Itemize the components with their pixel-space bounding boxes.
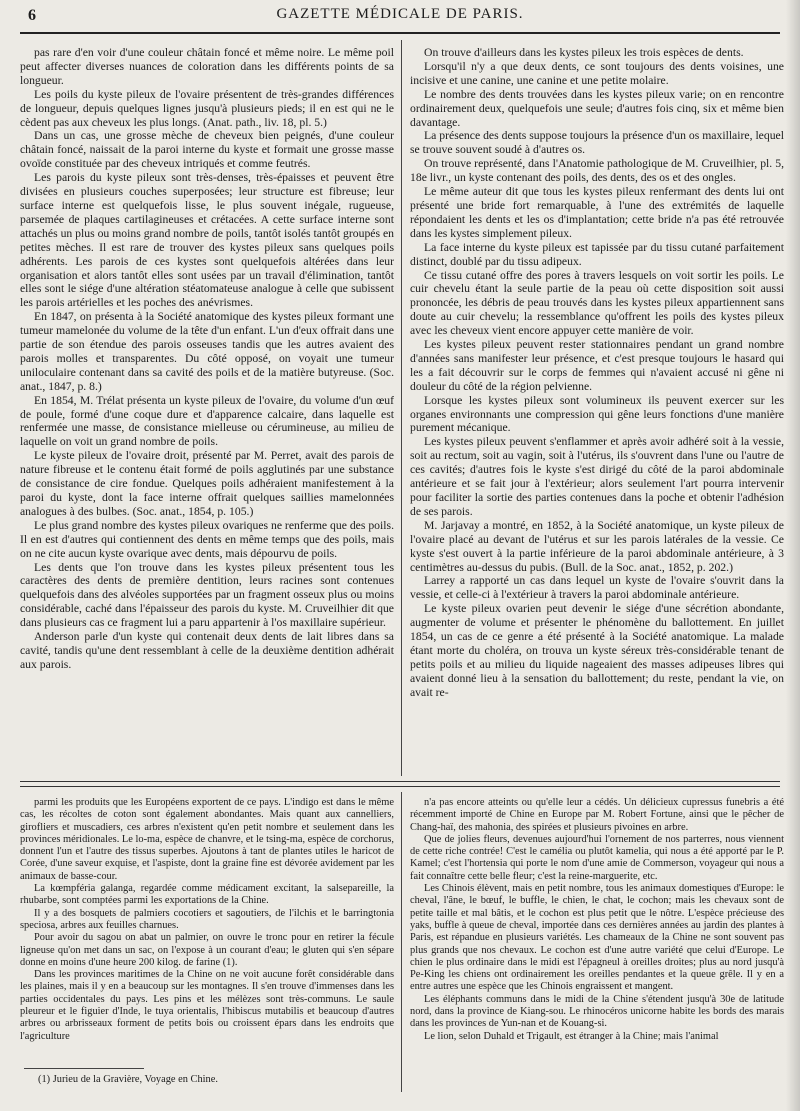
paragraph: Lorsqu'il n'y a que deux dents, ce sont toujours des dents voisines, une incisive et une canine, une canine et une petite molaire.: [410, 59, 784, 87]
paragraph: Pour avoir du sagou on abat un palmier, on ouvre le tronc pour en retirer la fécule ligneuse qu'on met dans un sac, on l'expose à un courant d'eau; le gluten qui s'en sépare donne en moins d'une heure 200 kilog. de farine (1).: [20, 932, 394, 968]
paragraph: Il y a des bosquets de palmiers cocotiers et sagoutiers, de l'ilchis et le barringtonia speciosa, arbres aux feuilles charnues.: [20, 907, 394, 931]
paragraph: Le nombre des dents trouvées dans les kystes pileux varie; on en rencontre ordinairement deux, quelquefois une seule; d'autres fois cinq, six et même bien davantage.: [410, 87, 784, 129]
paragraph: On trouve d'ailleurs dans les kystes pileux les trois espèces de dents.: [424, 46, 744, 59]
paragraph: Les dents que l'on trouve dans les kystes pileux présentent tous les caractères des dents de première dentition, leurs racines sont contenues quelquefois dans des alvéoles supportées par un fragment osseux plus ou moins considérable, caché dans l'épaisseur des parois du kyste. M. Cruveilhier dit que dans plusieurs cas ce fragment lui a paru appartenir à l'os maxillaire supérieur.: [20, 560, 394, 630]
paragraph: pas rare d'en voir d'une couleur châtain foncé et même noire. Le même poil peut affecter diverses nuances de coloration dans les différents points de sa longueur.: [20, 46, 394, 87]
paragraph: La face interne du kyste pileux est tapissée par du tissu cutané parfaitement distinct, doublé par du tissu adipeux.: [410, 240, 784, 268]
feuilleton-rule: [20, 781, 780, 782]
column-divider: [401, 792, 402, 1092]
paragraph: Les poils du kyste pileux de l'ovaire présentent de très-grandes différences de longueur, depuis quelques lignes jusqu'à plusieurs pieds; il en est qui ne le cèdent pas aux cheveux les plus longs. (Anat. path., liv. 18, pl. 5.): [20, 87, 394, 129]
paragraph: La kœmpféria galanga, regardée comme médicament excitant, la salsepareille, la rhubarbe, sont comptées parmi les exportations de la Chine.: [20, 883, 394, 907]
paragraph: Les Chinois élèvent, mais en petit nombre, tous les animaux domestiques d'Europe: le cheval, l'âne, le bœuf, le buffle, le chien, le chat, le cochon; mais les chevaux sont de petite taille et mal bâtis, et le cochon est plus petit que le nôtre. L'espèce précieuse des yaks, buffle à queue de cheval, importée dans ces dernières années au jardin des plantes à Paris, est répandue en plusieurs variétés. Les chameaux de la Chine ne sont souvent pas plus grands que nos chevaux. Le cochon est d'une autre variété que celui d'Europe. Le chien le plus ordinaire dans le midi est l'épagneul à oreilles droites; plus au nord jusqu'à Pe-King les chiens ont ordinairement les oreilles pendantes et la queue grêle. Il y en a entre autres une espèce que les Chinois engraissent et mangent.: [410, 883, 784, 993]
paragraph: Ce tissu cutané offre des pores à travers lesquels on voit sortir les poils. Le cuir chevelu étant la seule partie de la peau où cette disposition soit aussi prononcée, les débris de peau trouvés dans les kystes pileux appartiennent sans doute au cuir chevelu; la ressemblance qu'offrent les poils des kystes pileux avec les cheveux vient encore appuyer cette manière de voir.: [410, 268, 784, 338]
paragraph: Anderson parle d'un kyste qui contenait deux dents de lait libres dans sa cavité, tandis qu'une dent ressemblant à celle de la deuxième dentition adhérait aux parois.: [20, 630, 394, 671]
feuilleton-rule-secondary: [20, 786, 780, 787]
paragraph: Les kystes pileux peuvent rester stationnaires pendant un grand nombre d'années sans manifester leur présence, et c'est presque toujours le hasard qui les a fait découvrir sur le corps de femmes qui n'avaient accusé ni gêne ni douleur du côté de la région pelvienne.: [410, 338, 784, 393]
paragraph: En 1854, M. Trélat présenta un kyste pileux de l'ovaire, du volume d'un œuf de poule, formé d'une coque dure et d'apparence calcaire, dans laquelle est renfermée une masse, de consistance mielleuse ou cérumineuse, au milieu de laquelle on voit un grand nombre de poils.: [20, 393, 394, 449]
paragraph: Lorsque les kystes pileux sont volumineux ils peuvent exercer sur les organes environnants une compression qui gêne leurs fonctions d'une manière purement mécanique.: [410, 393, 784, 435]
paragraph: Les éléphants communs dans le midi de la Chine s'étendent jusqu'à 30e de latitude nord, dans la province de Kiang-sou. Le rhinocéros unicorne habite les bords des marais dans les provinces de Yun-nan et de Kouang-si.: [410, 993, 784, 1030]
footnote-rule: [24, 1068, 144, 1069]
article-column-right: [410, 46, 784, 776]
column-divider: [401, 40, 402, 776]
page-edge-shadow: [786, 0, 800, 1111]
paragraph: Les parois du kyste pileux sont très-denses, très-épaisses et peuvent être divisées en plusieurs couches superposées; leur structure est fibreuse; leur surface interne est quelquefois lisse, le plus souvent inégale, rugueuse, parsemée de plaques cartilagineuses et crétacées. A cette surface interne sont attachés un plus ou moins grand nombre de poils, tantôt isolés tantôt groupés en petites mèches. Il est rare de trouver des kystes pileux sans quelques poils adhérents. Les parois de ces kystes sont quelquefois altérées dans leur organisation et alors tantôt elles sont usées par un travail d'élimination, tantôt elles sont le siége d'une altération stéatomateuse analogue à celle que subissent les parois artérielles et les poches des anévrismes.: [20, 171, 394, 310]
article-column-left: [20, 46, 394, 776]
feuilleton-column-right: [410, 797, 784, 1089]
paragraph: Le même auteur dit que tous les kystes pileux renfermant des dents lui ont présenté une bride fort remarquable, à l'une des extrémités de laquelle répondaient les dents et les os d'implantation; cette bride n'a pas été retrouvée dans les kystes simplement pileux.: [410, 185, 784, 240]
header-rule: [20, 32, 780, 34]
paragraph: Le kyste pileux ovarien peut devenir le siége d'une sécrétion abondante, augmenter de volume et présenter le phénomène du ballottement. En juillet 1854, un cas de ce genre a été présenté à la Société anatomique. La malade étant morte du choléra, on trouva un kyste séreux très-considérable tenant de petits poils et au milieu du liquide nageaient des masses adipeuses libres qui avaient donné lieu à la sensation du ballottement; du reste, pendant la vie, on avait re-: [410, 602, 784, 699]
running-title: GAZETTE MÉDICALE DE PARIS.: [276, 6, 524, 22]
paragraph: n'a pas encore atteints ou qu'elle leur a cédés. Un délicieux cupressus funebris a été récemment importé de Chine en Europe par M. Robert Fortune, ainsi que le pêcher de Chang-haï, des mahonia, des spirées et plusieurs pivoines en arbre.: [410, 797, 784, 833]
paragraph: Dans un cas, une grosse mèche de cheveux bien peignés, d'une couleur châtain foncé, naissait de la paroi interne du kyste et formait une grosse masse ovoïde constituée par des cheveux intriqués et comme feutrés.: [20, 129, 394, 171]
footnote: (1) Jurieu de la Gravière, Voyage en Chine.: [38, 1074, 218, 1085]
paragraph: Le lion, selon Duhald et Trigault, est étranger à la Chine; mais l'animal: [424, 1030, 719, 1042]
paragraph: On trouve représenté, dans l'Anatomie pathologique de M. Cruveilhier, pl. 5, 18e livr., un kyste contenant des poils, des dents, des os et des ongles.: [410, 157, 784, 185]
paragraph: Le plus grand nombre des kystes pileux ovariques ne renferme que des poils. Il en est d'autres qui contiennent des dents en même temps que des poils, mais on ne cite aucun kyste ovarique avec dents, mais dépourvu de poils.: [20, 518, 394, 560]
paragraph: Que de jolies fleurs, devenues aujourd'hui l'ornement de nos parterres, nous viennent de cette riche contrée! C'est le camélia ou plutôt kamelia, qui nous a été apporté par le P. Kamel; c'est l'hortensia qui porte le nom d'une amie de Commerson, voyageur qui nous a fait connaître cette belle fleur; c'est la reine-marguerite, etc.: [410, 833, 784, 882]
paragraph: Larrey a rapporté un cas dans lequel un kyste de l'ovaire s'ouvrit dans la vessie, et celle-ci à l'extérieur à travers la paroi abdominale antérieure.: [410, 574, 784, 602]
paragraph: La présence des dents suppose toujours la présence d'un os maxillaire, lequel se trouve souvent soudé à d'autres os.: [410, 129, 784, 157]
paragraph: En 1847, on présenta à la Société anatomique des kystes pileux formant une tumeur mamelonée du volume de la tête d'un enfant. L'un d'eux offrait dans une partie de son étendue des parois osseuses tandis que les autres avaient des parois molles et transparentes. Du côté opposé, on voyait une tumeur uniloculaire contenant dans sa cavité des poils et de la matière butyreuse. (Soc. anat., 1847, p. 8.): [20, 310, 394, 393]
paragraph: Les kystes pileux peuvent s'enflammer et après avoir adhéré soit à la vessie, soit au rectum, soit au vagin, soit à l'utérus, ils s'ouvrent dans l'une ou l'autre de ces cavités; d'autres fois le kyste s'est dirigé du côté de la paroi abdominale antérieure et se fait jour à l'extérieur; alors seulement l'art pourra intervenir pour faciliter la sortie des parties contenues dans la poche et obtenir l'adhésion de ses parois.: [410, 435, 784, 518]
page-number: 6: [28, 7, 36, 24]
paragraph: parmi les produits que les Européens exportent de ce pays. L'indigo est dans le même cas, les récoltes de coton sont également abondantes. Mais quant aux cannelliers, girofliers et muscadiers, ces arbres n'existent qu'en petit nombre et seulement dans les provinces méridionales. Le lo-ma, espèce de chanvre, et le tsing-ma, espèce de corchorus, donnent l'un et l'autre des tissus superbes. Ajoutons à tant de plantes utiles le haricot de Corée, d'une saveur exquise, et l'aspiste, dont la graine fine est dévorée avidement par les animaux de basse-cour.: [20, 797, 394, 882]
feuilleton-column-left: [20, 797, 394, 1069]
paragraph: Le kyste pileux de l'ovaire droit, présenté par M. Perret, avait des parois de nature fibreuse et le contenu était formé de poils agglutinés par une substance de consistance de cire fondue. Quelques poils adhéraient manifestement à la paroi du kyste, dont la face interne offrait quelques saillies mamelonnées analogues à des bulbes. (Soc. anat., 1854, p. 105.): [20, 449, 394, 518]
paragraph: Dans les provinces maritimes de la Chine on ne voit aucune forêt considérable dans les plaines, mais il y en a beaucoup sur les montagnes. Il s'en trouve d'immenses dans les parties occidentales du pays. Les pins et les mélèzes sont très-communs. Le saule pleureur et le figuier d'Inde, le tuya orientalis, l'hibiscus mutabilis et beaucoup d'autres arbres ou arbrisseaux forment de petits bois ou croissent épars dans les endroits que l'agriculture: [20, 969, 394, 1042]
paragraph: M. Jarjavay a montré, en 1852, à la Société anatomique, un kyste pileux de l'ovaire placé au devant de l'utérus et sur les parois latérales de la vessie. Ce kyste s'est ouvert à la partie inférieure de la paroi abdominale antérieure, à 3 centimètres au-dessus du pubis. (Bull. de la Soc. anat., 1852, p. 202.): [410, 518, 784, 574]
